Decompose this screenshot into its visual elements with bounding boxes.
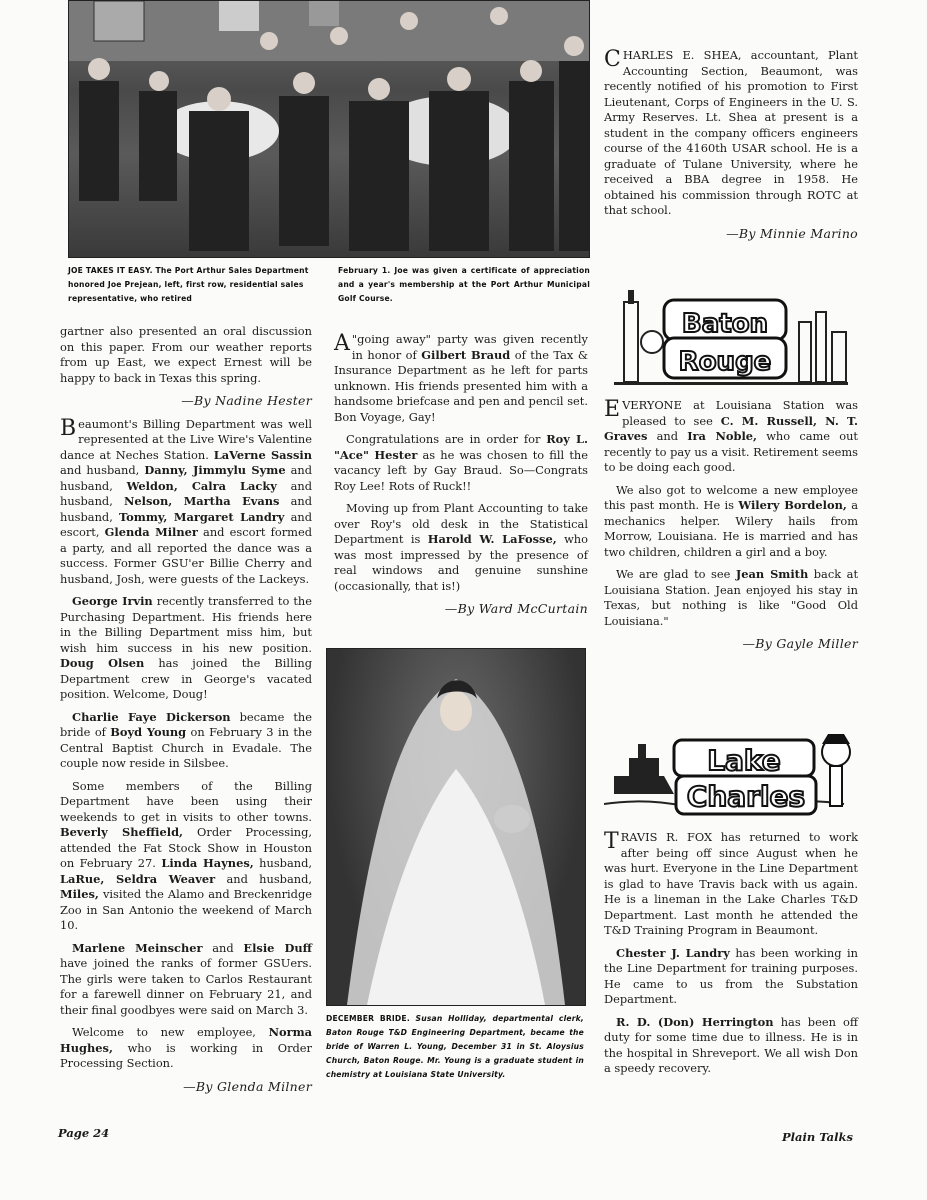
banquet-photo: [68, 0, 590, 258]
paragraph: George Irvin recently transferred to the Purchasing Department. His friends here in the Billing Department miss him, but wish him success in his new position. Doug Olsen has joined the Billing Department crew in George's vacated position. Welcome, Doug!: [60, 594, 313, 701]
drop-cap: A: [334, 331, 350, 356]
drop-cap: T: [604, 829, 619, 854]
baton-rouge-logo: [604, 282, 858, 387]
caption-lead: JOE TAKES IT EASY.: [68, 266, 153, 275]
byline: —By Gayle Miller: [742, 636, 858, 651]
caption-text: The Port Arthur Sales Department honored Joe Prejean, left, first row, residential sales representative, who retired: [68, 266, 309, 303]
paragraph: We also got to welcome a new employee this past month. He is Wilery Bordelon, a mechanics helper. Wilery hails from Morrow, Louisiana. He is married and has two children, children a girl and a boy.: [604, 482, 858, 559]
bride-photo-illustration: [327, 649, 585, 1005]
caption-text-continued: February 1. Joe was given a certificate of appreciation and a year's membership at the Port Arthur Municipal Golf Course.: [338, 266, 590, 303]
column-middle: [334, 332, 588, 625]
paragraph: Congratulations are in order for Roy L. "Ace" Hester as he was chosen to fill the vacancy left by Gay Braud. So—Congrats Roy Lee! Rots of Ruck!!: [334, 432, 588, 493]
lake-charles-logo-art: [604, 714, 858, 822]
paragraph: A "going away" party was given recently in honor of Gilbert Braud of the Tax & Insurance Department as he left for parts unknown. His friends presented him with a handsome briefcase and pen and pencil set. Bon Voyage, Gay!: [334, 331, 588, 424]
paragraph: EVERYONE at Louisiana Station was pleased to see C. M. Russell, N. T. Graves and Ira Noble, who came out recently to pay us a visit. Retirement seems to be doing each good.: [604, 397, 859, 474]
page-number: Page 24: [58, 1126, 110, 1140]
column-right-lake-charles: [604, 830, 858, 1084]
paragraph: Beaumont's Billing Department was well represented at the Live Wire's Valentine dance at Neches Station. LaVerne Sassin and husband, Danny, Jimmylu Syme and husband, Weldon, Calra Lacky and husband, Nelson, Martha Evans and husband, Tommy, Margaret Landry and escort, Glenda Milner and escort formed a party, and all reported the dance was a success. Former GSU'er Billie Cherry and husband, Josh, were guests of the Lackeys.: [60, 415, 313, 586]
caption-lead: DECEMBER BRIDE.: [326, 1014, 410, 1023]
byline: —By Minnie Marino: [726, 225, 858, 241]
publication-name: Plain Talks: [782, 1130, 853, 1144]
paragraph: Chester J. Landry has been working in the Line Department for training purposes. He came to us from the Substation Department.: [604, 945, 858, 1006]
logo-word-charles: Charles: [686, 780, 806, 813]
banquet-caption-left: [68, 264, 316, 306]
paragraph: Welcome to new employee, Norma Hughes, who is working in Order Processing Section.: [60, 1025, 313, 1070]
byline: —By Nadine Hester: [181, 393, 312, 408]
paragraph: Marlene Meinscher and Elsie Duff have joined the ranks of former GSUers. The girls were taken to Carlos Restaurant for a farewell dinner on February 21, and their final goodbyes were said on March 3.: [60, 940, 312, 1017]
logo-word-baton: Baton: [681, 309, 769, 339]
logo-word-lake: Lake: [707, 744, 781, 777]
paragraph: Moving up from Plant Accounting to take over Roy's old desk in the Statistical Department is Harold W. LaFosse, who was most impressed by the presence of real windows and genuine sunshine (occasionally, that is!): [334, 501, 589, 593]
drop-cap: B: [60, 415, 77, 441]
byline: —By Glenda Milner: [183, 1078, 312, 1094]
paragraph: Charlie Faye Dickerson became the bride of Boyd Young on February 3 in the Central Baptist Church in Evadale. The couple now reside in Silsbee.: [60, 709, 312, 770]
logo-word-rouge: Rouge: [678, 347, 772, 377]
paragraph: TRAVIS R. FOX has returned to work after being off since August when he was hurt. Everyone in the Line Department is glad to have Travis back with us again. He is a lineman in the Lake Charles T&D Department. Last month he attended the T&D Training Program in Beaumont.: [604, 829, 858, 937]
column-right-baton-rouge: [604, 398, 858, 660]
bride-photo: [326, 648, 586, 1006]
banquet-photo-illustration: [69, 1, 589, 257]
drop-cap: E: [604, 397, 621, 422]
paragraph: Some members of the Billing Department have been using their weekends to get in visits to other towns. Beverly Sheffield, Order Processing, attended the Fat Stock Show in Houston on February 27. Linda Haynes, husband, LaRue, Seldra Weaver and husband, Miles, visited the Alamo and Breckenridge Zoo in San Antonio the weekend of March 10.: [60, 778, 312, 932]
paragraph: R. D. (Don) Herrington has been off duty for some time due to illness. He is in the hospital in Shreveport. We all wish Don a speedy recovery.: [604, 1014, 858, 1075]
paragraph: We are glad to see Jean Smith back at Louisiana Station. Jean enjoyed his stay in Texas, but nothing is like "Good Old Louisiana.": [604, 567, 859, 628]
lake-charles-logo: [604, 714, 858, 822]
column-right: [604, 48, 858, 249]
drop-cap: C: [604, 47, 621, 72]
byline: —By Ward McCurtain: [444, 601, 588, 616]
column-left: [60, 324, 312, 1102]
banquet-caption-right: [338, 264, 590, 306]
bride-caption: [326, 1012, 584, 1082]
caption-text: Susan Holliday, departmental clerk, Baton Rouge T&D Engineering Department, became the bride of Warren L. Young, December 31 in St. Aloysius Church, Baton Rouge. Mr. Young is a graduate student in chemistry at Louisiana State University.: [326, 1014, 584, 1079]
paragraph: gartner also presented an oral discussion on this paper. From our weather reports from up East, we expect Ernest will be happy to back in Texas this spring.: [60, 324, 312, 385]
baton-rouge-logo-art: [604, 282, 858, 387]
paragraph: CHARLES E. SHEA, accountant, Plant Accounting Section, Beaumont, was recently notified of his promotion to First Lieutenant, Corps of Engineers in the U. S. Army Reserves. Lt. Shea at present is a student in the company officers engineers course of the 4160th USAR school. He is a graduate of Tulane University, where he received a BBA degree in 1958. He obtained his commission through ROTC at that school.: [604, 47, 858, 217]
